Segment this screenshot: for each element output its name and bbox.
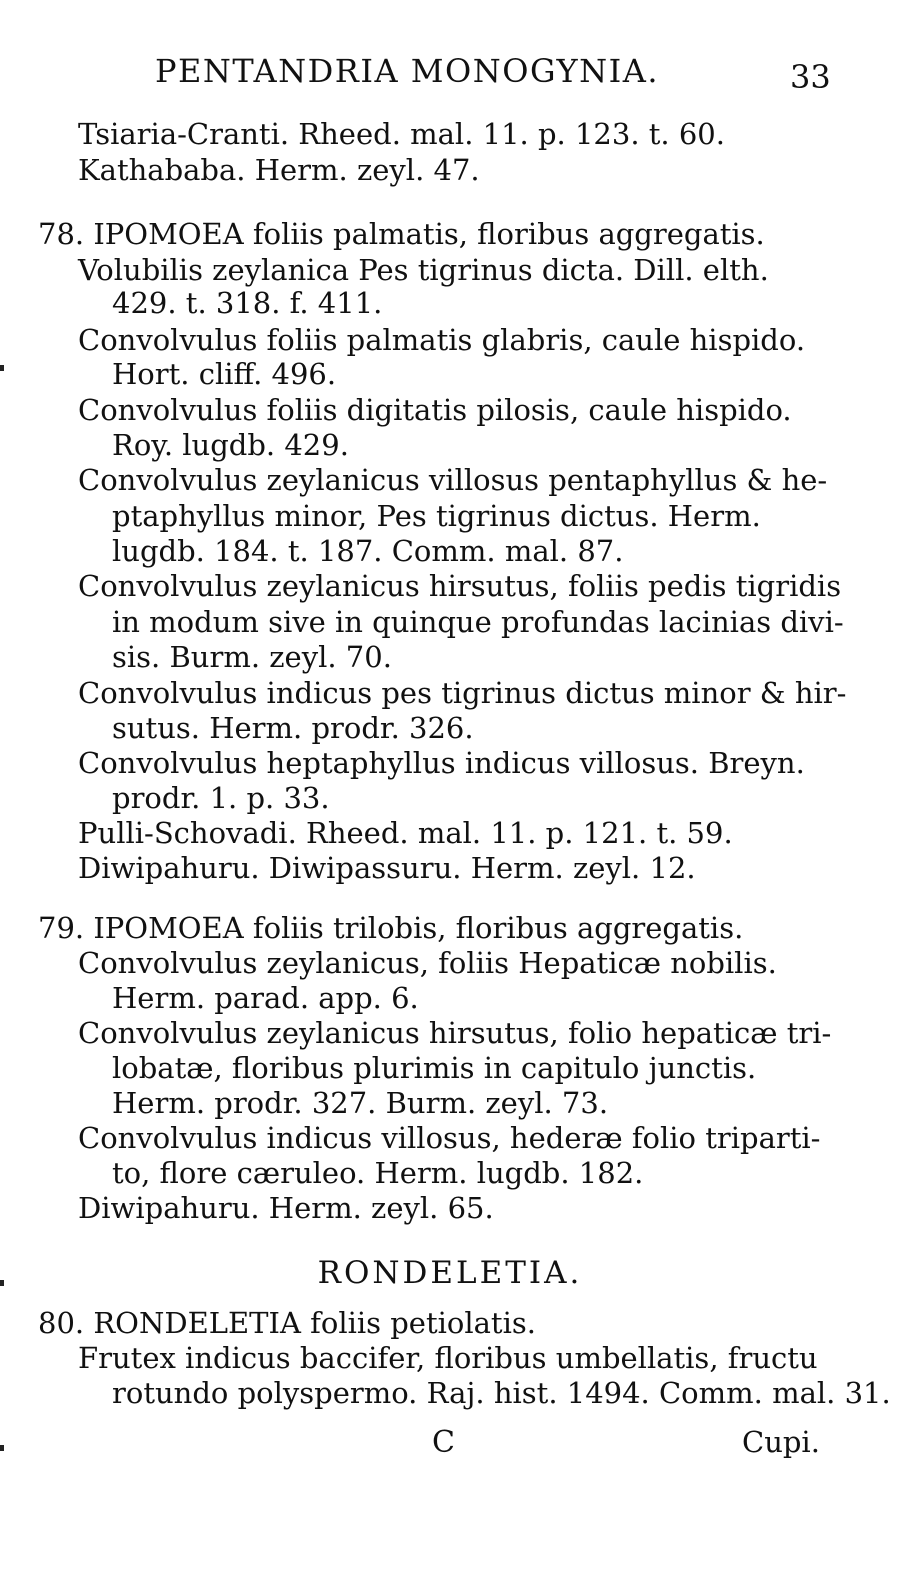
signature-mark: C [432, 1425, 455, 1460]
text-line: to, flore cæruleo. Herm. lugdb. 182. [112, 1156, 644, 1190]
text-line: Convolvulus foliis digitatis pilosis, caule hispido. [78, 393, 792, 427]
species-heading-79: 79. IPOMOEA foliis trilobis, floribus aggregatis. [38, 911, 744, 945]
text-line: Frutex indicus baccifer, floribus umbellatis, fructu [78, 1341, 818, 1375]
text-line: in modum sive in quinque profundas lacinias divi- [112, 605, 844, 639]
running-head: PENTANDRIA MONOGYNIA. [155, 52, 660, 90]
species-heading-78: 78. IPOMOEA foliis palmatis, floribus aggregatis. [38, 217, 765, 251]
text-line: Convolvulus zeylanicus hirsutus, folio hepaticæ tri- [78, 1016, 832, 1050]
genus-heading: RONDELETIA. [317, 1255, 583, 1291]
text-line: Convolvulus zeylanicus villosus pentaphyllus & he- [78, 463, 828, 497]
catchword: Cupi. [742, 1425, 820, 1459]
text-line: lugdb. 184. t. 187. Comm. mal. 87. [112, 534, 624, 568]
page-number: 33 [790, 58, 831, 96]
text-line: Volubilis zeylanica Pes tigrinus dicta. Dill. elth. [78, 253, 769, 287]
text-line: Pulli-Schovadi. Rheed. mal. 11. p. 121. t. 59. [78, 816, 733, 850]
text-line: Diwipahuru. Diwipassuru. Herm. zeyl. 12. [78, 851, 696, 885]
text-line: Diwipahuru. Herm. zeyl. 65. [78, 1191, 494, 1225]
text-line: Roy. lugdb. 429. [112, 428, 349, 462]
text-line: Tsiaria-Cranti. Rheed. mal. 11. p. 123. t. 60. [78, 117, 725, 151]
text-line: Convolvulus zeylanicus hirsutus, foliis pedis tigridis [78, 569, 842, 603]
species-heading-80: 80. RONDELETIA foliis petiolatis. [38, 1306, 536, 1340]
text-line: Convolvulus foliis palmatis glabris, caule hispido. [78, 323, 806, 357]
text-line: prodr. 1. p. 33. [112, 781, 330, 815]
text-line: Convolvulus zeylanicus, foliis Hepaticæ nobilis. [78, 946, 777, 980]
text-line: sis. Burm. zeyl. 70. [112, 640, 392, 674]
margin-speck [0, 1280, 4, 1286]
page-header [0, 52, 900, 102]
text-line: Convolvulus indicus villosus, hederæ folio triparti- [78, 1121, 821, 1155]
text-line: sutus. Herm. prodr. 326. [112, 711, 474, 745]
page-footer [0, 1425, 900, 1475]
text-line: Herm. prodr. 327. Burm. zeyl. 73. [112, 1086, 609, 1120]
margin-speck [0, 365, 4, 371]
text-line: Kathababa. Herm. zeyl. 47. [78, 153, 480, 187]
margin-speck [0, 1445, 4, 1451]
text-line: Herm. parad. app. 6. [112, 981, 419, 1015]
text-line: ptaphyllus minor, Pes tigrinus dictus. Herm. [112, 499, 761, 533]
text-line: Convolvulus indicus pes tigrinus dictus minor & hir- [78, 676, 847, 710]
text-line: Hort. cliff. 496. [112, 357, 337, 391]
text-line: lobatæ, floribus plurimis in capitulo junctis. [112, 1051, 757, 1085]
text-line: rotundo polyspermo. Raj. hist. 1494. Comm. mal. 31. [112, 1376, 891, 1410]
text-line: Convolvulus heptaphyllus indicus villosus. Breyn. [78, 746, 805, 780]
text-line: 429. t. 318. f. 411. [112, 286, 383, 320]
